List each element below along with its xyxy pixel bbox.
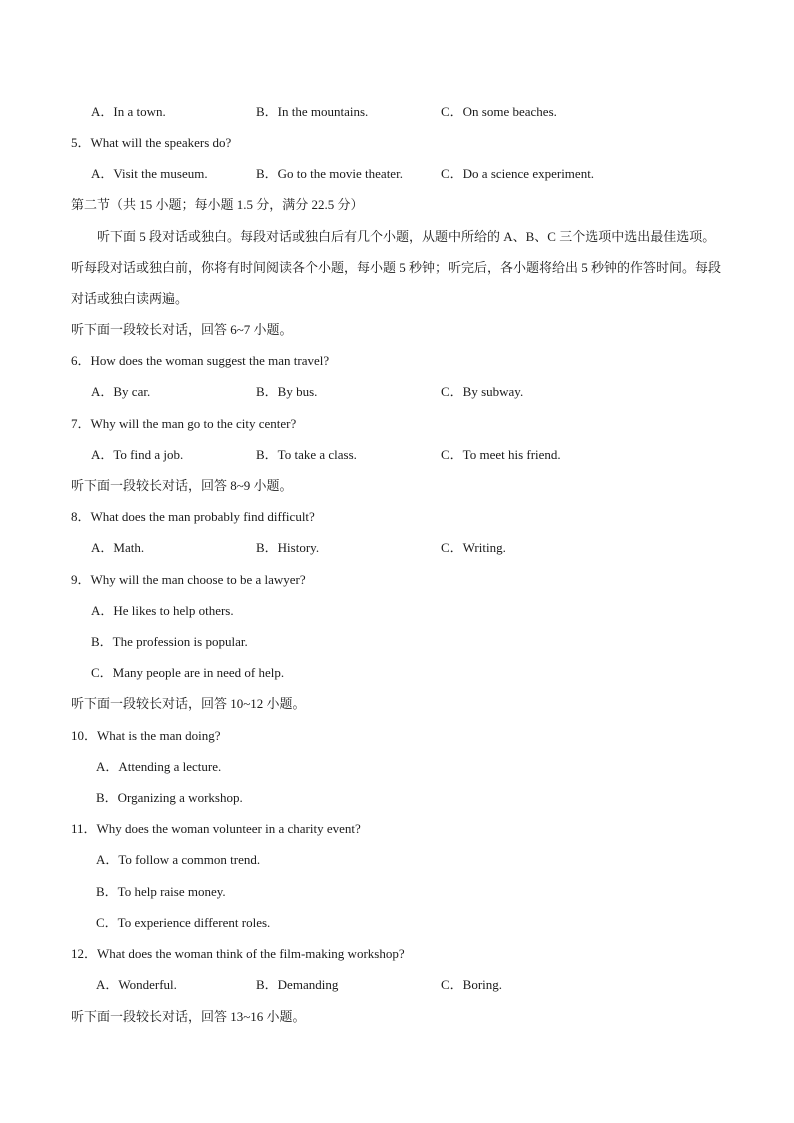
q4-option-a: A．In a town.	[91, 104, 166, 119]
q10-stem: 10．What is the man doing?	[71, 728, 221, 743]
prompt-10-12: 听下面一段较长对话，回答 10~12 小题。	[71, 696, 306, 711]
q7-option-c: C．To meet his friend.	[441, 447, 561, 462]
q9-option-b: B．The profession is popular.	[91, 634, 248, 649]
q11-option-c: C．To experience different roles.	[96, 915, 271, 930]
q6-option-b: B．By bus.	[256, 384, 318, 399]
q4-option-b: B．In the mountains.	[256, 104, 369, 119]
q12-option-b: B．Demanding	[256, 977, 339, 992]
q5-option-c: C．Do a science experiment.	[441, 166, 595, 181]
q6-option-c: C．By subway.	[441, 384, 524, 399]
q10-option-b: B．Organizing a workshop.	[96, 790, 243, 805]
q6-stem: 6．How does the woman suggest the man travel?	[71, 353, 330, 368]
q6-option-a: A．By car.	[91, 384, 151, 399]
q5-option-a: A．Visit the museum.	[91, 166, 208, 181]
q11-option-b: B．To help raise money.	[96, 884, 226, 899]
q7-option-b: B．To take a class.	[256, 447, 357, 462]
q8-option-a: A．Math.	[91, 540, 145, 555]
section2-instructions-text: 听下面 5 段对话或独白。每段对话或独白后有几个小题，从题中所给的 A、B、C 三个选项中选出最佳选项。听每段对话或独白前，你将有时间阅读各个小题，每小题 5 秒钟；听完后，各小题将给出 5 秒钟的作答时间。每段对话或独白读两遍。	[71, 229, 722, 306]
section2-instructions	[71, 221, 723, 314]
q4-option-c: C．On some beaches.	[441, 104, 557, 119]
prompt-6-7: 听下面一段较长对话，回答 6~7 小题。	[71, 322, 293, 337]
q10-option-a: A．Attending a lecture.	[96, 759, 222, 774]
q11-option-a: A．To follow a common trend.	[96, 852, 261, 867]
q9-option-c: C．Many people are in need of help.	[91, 665, 285, 680]
q12-stem: 12．What does the woman think of the film-making workshop?	[71, 946, 405, 961]
q5-stem: 5．What will the speakers do?	[71, 135, 232, 150]
q9-stem: 9．Why will the man choose to be a lawyer?	[71, 572, 306, 587]
q5-option-b: B．Go to the movie theater.	[256, 166, 403, 181]
prompt-13-16: 听下面一段较长对话，回答 13~16 小题。	[71, 1009, 306, 1024]
q8-stem: 8．What does the man probably find difficult?	[71, 509, 315, 524]
q12-option-a: A．Wonderful.	[96, 977, 177, 992]
q8-option-b: B．History.	[256, 540, 320, 555]
section2-heading: 第二节（共 15 小题；每小题 1.5 分，满分 22.5 分）	[71, 197, 364, 212]
q12-option-c: C．Boring.	[441, 977, 503, 992]
q9-option-a: A．He likes to help others.	[91, 603, 234, 618]
q7-stem: 7．Why will the man go to the city center?	[71, 416, 297, 431]
q7-option-a: A．To find a job.	[91, 447, 184, 462]
prompt-8-9: 听下面一段较长对话，回答 8~9 小题。	[71, 478, 293, 493]
q8-option-c: C．Writing.	[441, 540, 506, 555]
q11-stem: 11．Why does the woman volunteer in a charity event?	[71, 821, 361, 836]
